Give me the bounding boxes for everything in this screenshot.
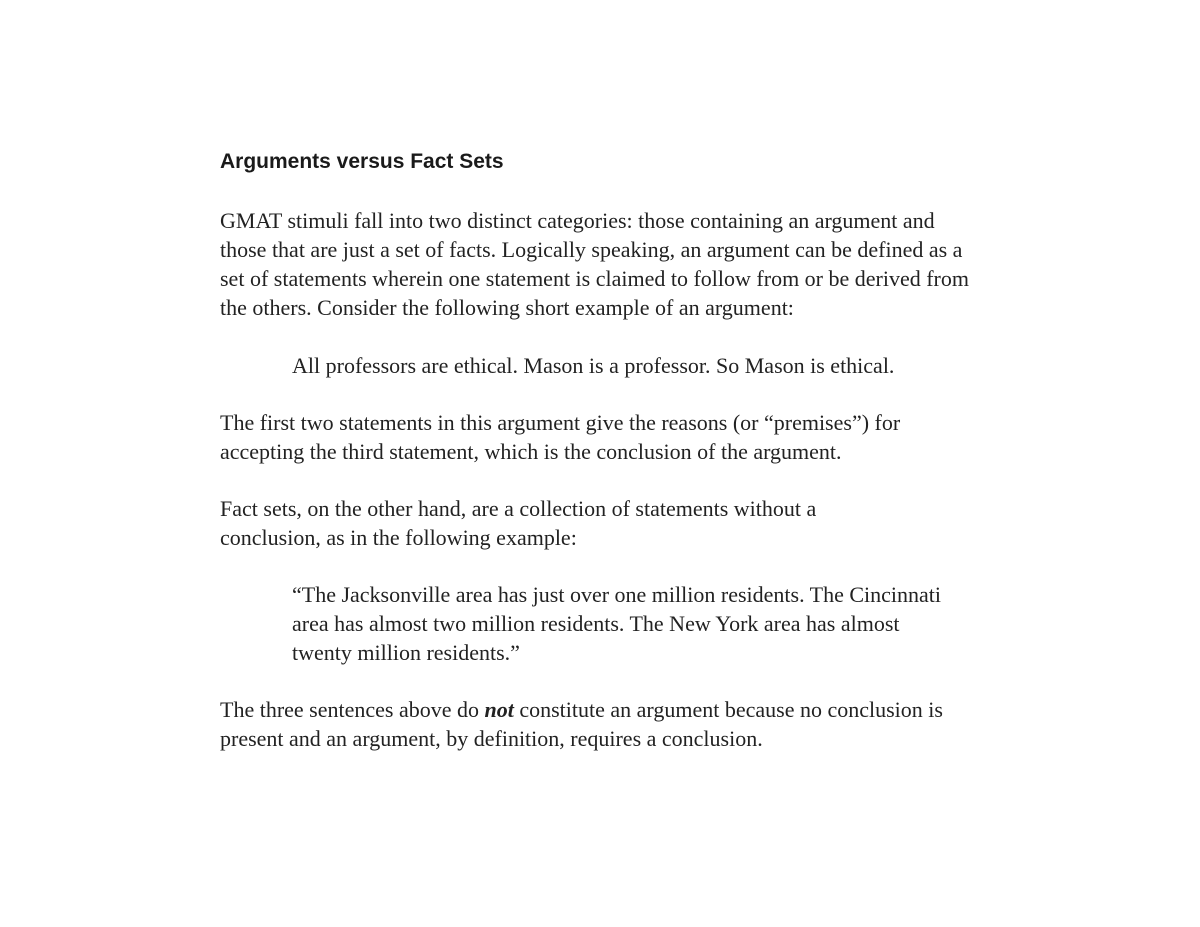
conclusion-text-before: The three sentences above do: [220, 697, 485, 722]
document-page: [220, 148, 980, 753]
fact-sets-paragraph: Fact sets, on the other hand, are a collection of statements without a conclusion, as in the following example:: [220, 496, 817, 550]
intro-paragraph: GMAT stimuli fall into two distinct categories: those containing an argument and those that are just a set of facts. Logically speaking, an argument can be defined as a set of statements wherein one statement is claimed to follow from or be derived from the others. Consider the following short example of an argument:: [220, 208, 969, 320]
premises-paragraph: The first two statements in this argument give the reasons (or “premises”) for accepting the third statement, which is the conclusion of the argument.: [220, 410, 901, 464]
example-argument: All professors are ethical. Mason is a professor. So Mason is ethical.: [292, 353, 895, 378]
conclusion-paragraph: [220, 695, 960, 753]
example-fact-set: “The Jacksonville area has just over one million residents. The Cincinnati area has almost two million residents. The New York area has almost twenty million residents.”: [292, 582, 942, 665]
emphasis-not: not: [484, 697, 514, 722]
conclusion-text-after: constitute an argument because no conclusion is present and an argument, by definition, requires a conclusion.: [220, 697, 943, 751]
section-heading: Arguments versus Fact Sets: [220, 150, 504, 173]
